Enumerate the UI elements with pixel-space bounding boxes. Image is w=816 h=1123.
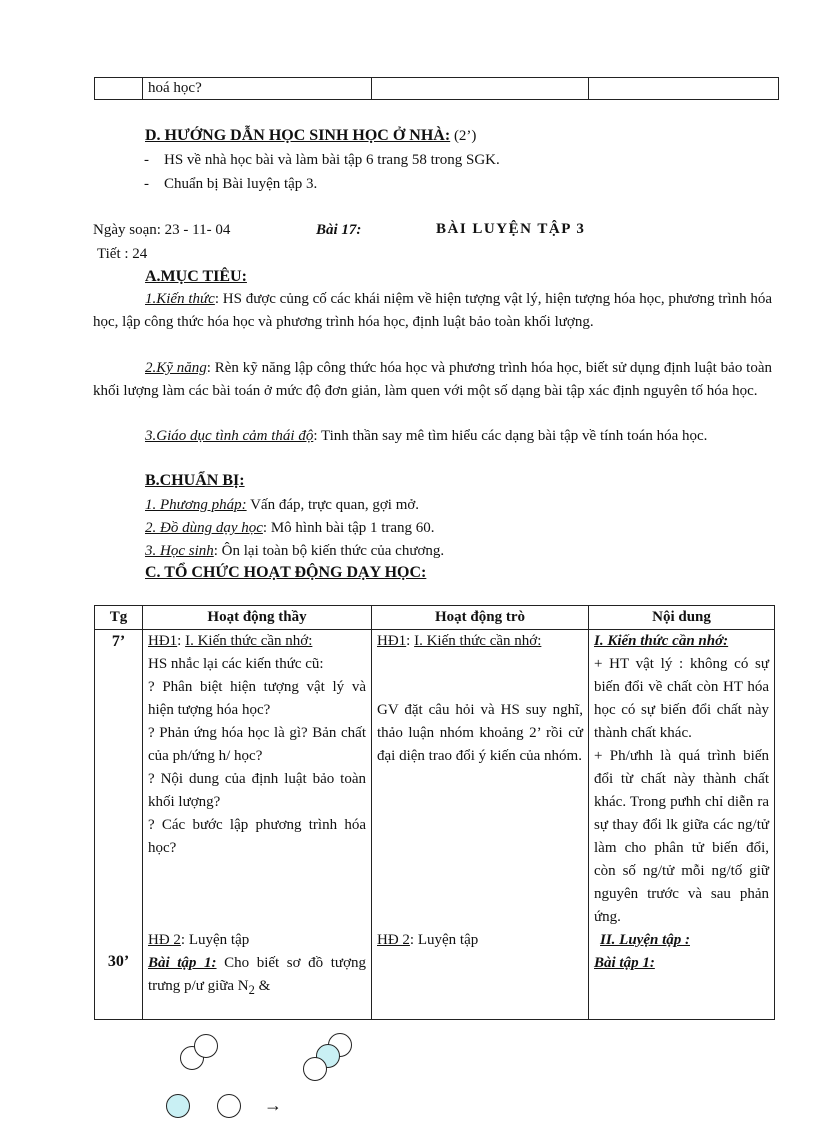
teacher-ex1-sub: 2 [248, 983, 255, 997]
teacher-hd1-label: HĐ1 [148, 633, 178, 649]
section-d-heading: D. HƯỚNG DẪN HỌC SINH HỌC Ở NHÀ: [145, 127, 451, 144]
section-d-item-1: - HS về nhà học bài và làm bài tập 6 trang 58 trong SGK. [144, 152, 500, 168]
teacher-ex1-end: & [254, 978, 271, 994]
top-table-row [94, 77, 779, 100]
teacher-hd2-label: HĐ 2 [148, 932, 181, 948]
prep-student [145, 541, 444, 561]
preparation-heading: B.CHUẨN BỊ: [145, 472, 245, 489]
objectives-heading: A.MỤC TIÊU: [145, 268, 247, 285]
student-hd1-label: HĐ1 [377, 633, 407, 649]
attitude-text: : Tinh thần say mê tìm hiểu các dạng bài tập về tính toán hóa học. [313, 428, 708, 444]
header-student: Hoạt động trò [372, 606, 589, 630]
section-c-heading: C. TỔ CHỨC HOẠT ĐỘNG DẠY HỌC: [145, 564, 427, 581]
prep-method-text: Vấn đáp, trực quan, gợi mở. [246, 497, 420, 513]
prep-student-label: 3. Học sinh [145, 543, 214, 559]
activities-table [94, 605, 775, 1020]
product-atom-3 [303, 1057, 327, 1081]
teacher-ex1-label: Bài tập 1: [148, 955, 217, 971]
header-tg: Tg [95, 606, 143, 630]
objectives-skills [93, 357, 772, 403]
teacher-line-5: ? Các bước lập phương trình hóa học? [148, 817, 366, 856]
header-content: Nội dung [589, 606, 775, 630]
teacher-line-4: ? Nội dung của định luật bảo toàn khối lượng? [148, 771, 366, 810]
prep-tools-label: 2. Đồ dùng dạy học [145, 520, 263, 536]
top-cell-4 [589, 78, 779, 100]
attitude-label: 3.Giáo dục tình cảm thái độ [145, 428, 314, 444]
skills-label: 2.Kỹ năng [145, 360, 207, 376]
prep-method-label: 1. Phương pháp: [145, 497, 247, 513]
content-p1: + HT vật lý : không có sự biến đổi về chất còn HT hóa học có sự biến đổi chất này thành chất khác. [594, 656, 769, 741]
lesson-date: Ngày soạn: 23 - 11- 04 [93, 222, 231, 238]
teacher-line-1: HS nhắc lại các kiến thức cũ: [148, 656, 324, 672]
h-atom [166, 1094, 190, 1118]
student-cell [372, 630, 589, 1020]
h-atom-2 [217, 1094, 241, 1118]
lesson-title: BÀI LUYỆN TẬP 3 [436, 221, 586, 237]
section-d-item-1-text: HS về nhà học bài và làm bài tập 6 trang 58 trong SGK. [164, 152, 500, 168]
content-section-2: II. Luyện tập : [600, 932, 690, 948]
reaction-arrow: → [264, 1095, 282, 1115]
section-d-heading-row [145, 126, 476, 146]
knowledge-label: 1.Kiến thức [145, 291, 215, 307]
teacher-line-2: ? Phân biệt hiện tượng vật lý và hiện tượng hóa học? [148, 679, 366, 718]
top-cell-1 [95, 78, 143, 100]
top-cell-3 [372, 78, 589, 100]
student-hd2 [377, 929, 583, 952]
student-hd2-title: : Luyện tập [409, 932, 479, 948]
student-hd1: HĐ1: I. Kiến thức cần nhớ: [377, 633, 542, 649]
prep-student-text: : Ôn lại toàn bộ kiến thức của chương. [213, 543, 445, 559]
prep-method [145, 495, 419, 515]
student-hd1-title: I. Kiến thức cần nhớ: [414, 633, 542, 649]
teacher-hd1: HĐ1: I. Kiến thức cần nhớ: [148, 633, 313, 649]
knowledge-text: : HS được củng cố các khái niệm về hiện tượng vật lý, hiện tượng hóa học, phương trình hóa học, lập công thức hóa học và phương trình hóa học, định luật bảo toàn khối lượng. [93, 291, 772, 330]
section-d-item-2: - Chuẩn bị Bài luyện tập 3. [144, 176, 318, 192]
time-7: 7’ [111, 633, 126, 650]
teacher-hd2-title: : Luyện tập [180, 932, 250, 948]
time-cell [95, 630, 143, 1020]
teacher-hd2 [148, 929, 366, 952]
teacher-hd1-title: I. Kiến thức cần nhớ: [185, 633, 313, 649]
teacher-line-3: ? Phản ứng hóa học là gì? Bản chất của ph/ứng h/ học? [148, 725, 366, 764]
skills-text: : Rèn kỹ năng lập công thức hóa học và phương trình hóa học, biết sử dụng định luật bảo toàn khối lượng làm các bài toán ở mức độ đơn giản, làm quen với một số dạng bài tập xác định nguyên tố hóa học. [93, 360, 772, 399]
content-p2: + Ph/ưhh là quá trình biến đổi từ chất này thành chất khác. Trong pưhh chỉ diễn ra sự thay đổi lk giữa các ng/tử làm cho phân tử biến đổi, còn số ng/tử mỗi ng/tố giữ nguyên trước và sau phản ứng. [594, 748, 769, 925]
teacher-cell [143, 630, 372, 1020]
content-title: I. Kiến thức cần nhớ: [594, 633, 729, 649]
n2-atom-2 [194, 1034, 218, 1058]
student-text: GV đặt câu hỏi và HS suy nghĩ, thảo luận nhóm khoảng 2’ rồi cử đại diện trao đổi ý kiến của nhóm. [377, 702, 583, 764]
section-d-time: (2’) [453, 128, 477, 144]
top-cell-2: hoá học? [143, 78, 372, 100]
student-hd2-label: HĐ 2 [377, 932, 410, 948]
objectives-attitude [93, 425, 772, 448]
prep-tools [145, 518, 435, 538]
lesson-number: Bài 17: [316, 222, 362, 238]
teacher-ex1-text: Cho biết sơ đồ tượng trưng p/ư giữa N [148, 955, 366, 994]
teacher-exercise-1 [148, 952, 366, 1002]
content-cell [589, 630, 775, 1020]
prep-tools-text: : Mô hình bài tập 1 trang 60. [262, 520, 435, 536]
lesson-period: Tiết : 24 [97, 246, 148, 262]
time-30: 30’ [107, 953, 130, 970]
section-d-item-2-text: Chuẩn bị Bài luyện tập 3. [164, 176, 318, 192]
objectives-knowledge [93, 288, 772, 334]
content-exercise-1: Bài tập 1: [594, 955, 655, 971]
header-teacher: Hoạt động thầy [143, 606, 372, 630]
